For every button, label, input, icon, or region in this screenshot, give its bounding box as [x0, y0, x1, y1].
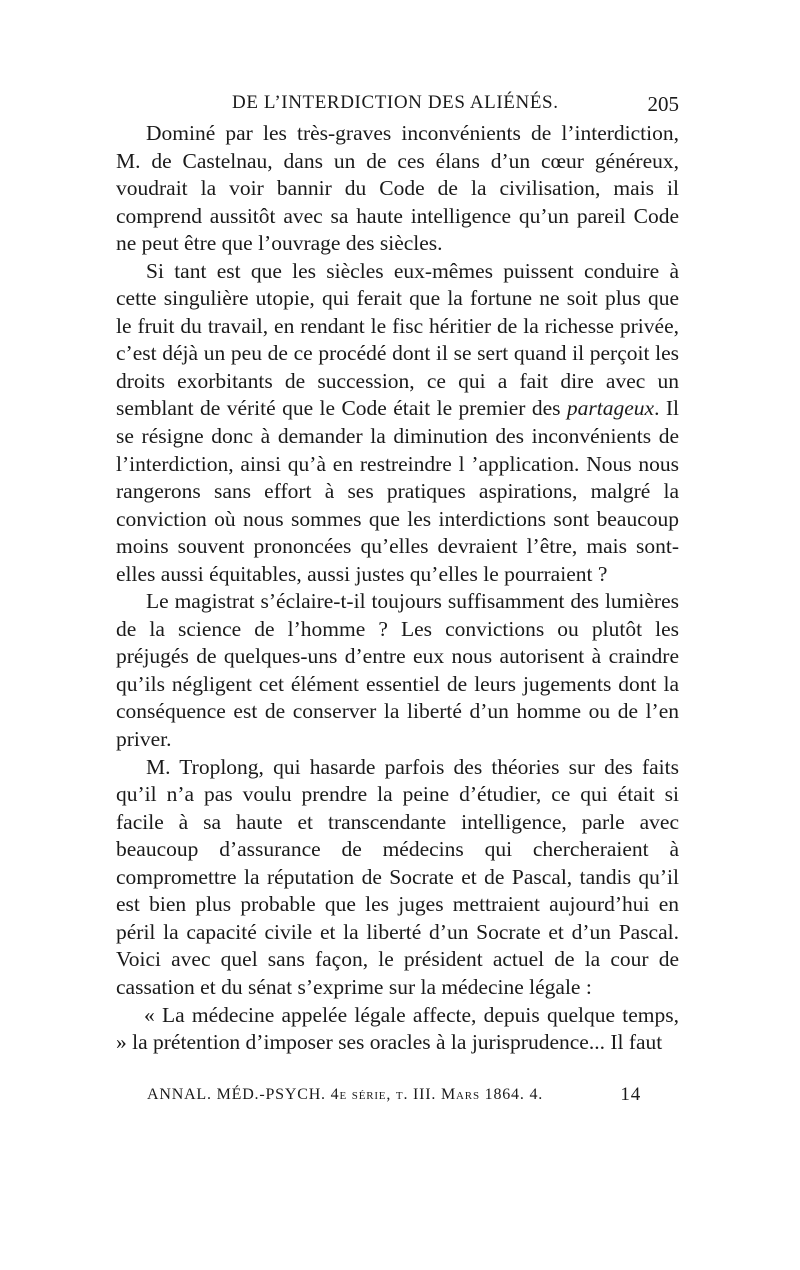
running-header — [116, 92, 679, 122]
paragraph-2-text-continued: . Il se résigne donc à demander la diminution des inconvénients de l’interdiction, ainsi qu’à en restreindre l ’application. Nous nous rangerons sans effort à ses pratiques aspirations, malgré la conviction où nous sommes que les interdictions sont beaucoup moins souvent prononcées qu’elles devraient l’être, mais sont-elles aussi équitables, aussi justes qu’elles le pourraient ? — [116, 396, 679, 586]
signature-mark: 14 — [620, 1084, 641, 1105]
body-text — [116, 120, 679, 1057]
paragraph-3: Le magistrat s’éclaire-t-il toujours suffisamment des lumières de la science de l’homme ? Les convictions ou plutôt les préjugés de quelques-uns d’entre eux nous autorisent à craindre qu’ils négligent cet élément essentiel de leurs jugements dont la conséquence est de conserver la liberté d’un homme ou de l’en priver. — [116, 589, 679, 752]
quotation-start: « La médecine appelée légale affecte, depuis quelque temps, » la prétention d’imposer ses oracles à la jurisprudence... Il faut — [116, 1002, 679, 1055]
journal-reference: ANNAL. MÉD.-PSYCH. 4e série, t. III. Mars 1864. 4. — [147, 1086, 544, 1103]
emphasis-partageux: partageux — [566, 396, 655, 421]
running-title: DE L’INTERDICTION DES ALIÉNÉS. — [232, 92, 559, 113]
paragraph-2-text: Si tant est que les siècles eux-mêmes puissent conduire à cette singulière utopie, qui ferait que la fortune ne soit plus que le fruit du travail, en rendant le fisc héritier de la richesse privée, c’est déjà un peu de ce procédé dont il se sert quand il perçoit les droits exorbitants de succession, ce qui a fait dire avec un semblant de vérité que le Code était le premier des — [116, 258, 679, 421]
page-number: 205 — [647, 92, 679, 116]
paragraph-1: Dominé par les très-graves inconvénients de l’interdiction, M. de Castelnau, dans un de ces élans d’un cœur généreux, voudrait la voir bannir du Code de la civilisation, mais il comprend aussitôt avec sa haute intelligence qu’un pareil Code ne peut être que l’ouvrage des siècles. — [116, 121, 679, 256]
paragraph-4: M. Troplong, qui hasarde parfois des théories sur des faits qu’il n’a pas voulu prendre la peine d’étudier, ce qui était si facile à sa haute et transcendante intelligence, parle avec beaucoup d’assurance de médecins qui chercheraient à compromettre la réputation de Socrate et de Pascal, tandis qu’il est bien plus probable que les juges mettraient aujourd’hui en péril la capacité civile et la liberté d’un Socrate et d’un Pascal. Voici avec quel sans façon, le président actuel de la cour de cassation et du sénat s’exprime sur la médecine légale : — [116, 754, 679, 999]
signature-footer — [147, 1086, 647, 1112]
paragraph-2 — [116, 258, 679, 589]
